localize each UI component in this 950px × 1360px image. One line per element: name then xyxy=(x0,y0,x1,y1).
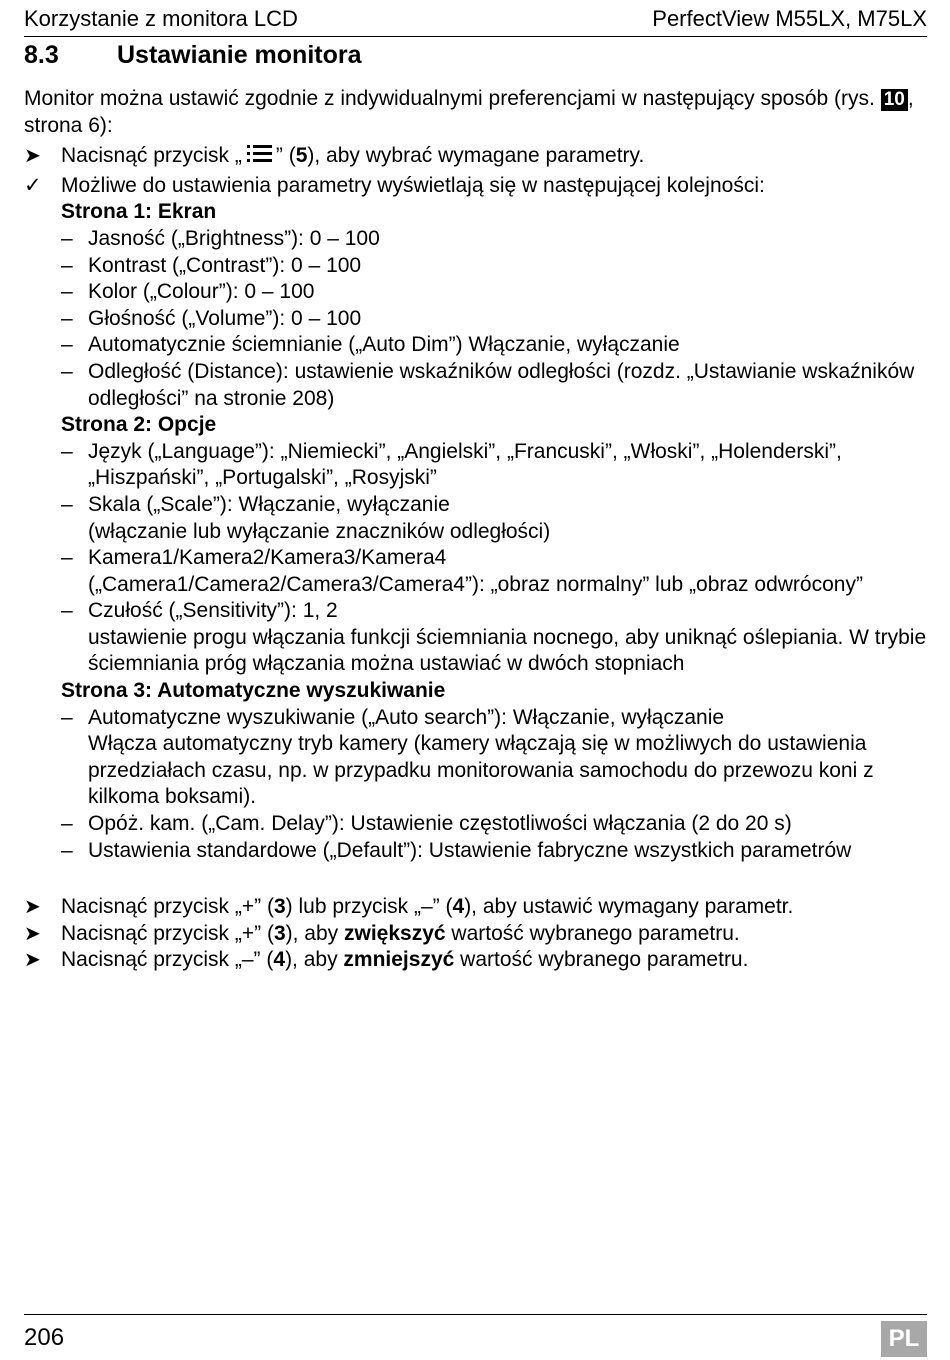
page-header xyxy=(24,4,927,37)
arrow-bullet-icon: ➤ xyxy=(24,922,41,945)
list-item: – Kamera1/Kamera2/Kamera3/Kamera4 („Camera1/Camera2/Camera3/Camera4”): „obraz normalny” lub „obraz odwrócony” xyxy=(61,546,863,596)
intro-paragraph: Monitor można ustawić zgodnie z indywidualnymi preferencjami w następujący sposób (rys. 10 , strona 6): xyxy=(24,87,914,137)
page-1-block xyxy=(24,199,928,412)
list-item: – Automatycznie ściemnianie („Auto Dim”) Włączanie, wyłączanie xyxy=(61,333,680,357)
figure-reference: 10 xyxy=(881,89,908,111)
list-item: – Skala („Scale”): Włączanie, wyłączanie (włączanie lub wyłączanie znaczników odległości) xyxy=(61,492,551,543)
check-mark-icon: ✓ xyxy=(24,173,42,197)
arrow-bullet-icon: ➤ xyxy=(24,145,41,168)
list-item: – Jasność („Brightness”): 0 – 100 xyxy=(61,226,380,250)
header-chapter: Korzystanie z monitora LCD xyxy=(24,6,298,31)
step-set-parameter: ➤ Nacisnąć przycisk „+” (3) lub przycisk „–” (4), aby ustawić wymagany parametr. xyxy=(24,894,928,921)
page-content xyxy=(24,86,928,974)
note-line: ✓ Możliwe do ustawienia parametry wyświetlają się w następującej kolejności: xyxy=(24,173,928,200)
arrow-bullet-icon: ➤ xyxy=(24,949,41,972)
page-2-block xyxy=(24,412,928,678)
list-item: – Ustawienia standardowe („Default”): Ustawienie fabryczne wszystkich parametrów xyxy=(61,838,852,862)
subheading-page-3: Strona 3: Automatyczne wyszukiwanie xyxy=(61,679,446,703)
page-number: 206 xyxy=(24,1324,65,1351)
list-item: – Kolor („Colour”): 0 – 100 xyxy=(61,280,315,304)
header-product: PerfectView M55LX, M75LX xyxy=(652,6,927,31)
arrow-bullet-icon: ➤ xyxy=(24,896,41,919)
language-badge: PL xyxy=(881,1321,927,1357)
subheading-page-2: Strona 2: Opcje xyxy=(61,413,217,437)
footer-divider xyxy=(24,1314,927,1315)
list-item: – Automatyczne wyszukiwanie („Auto search”): Włączanie, wyłączanie Włącza automatyczny tryb kamery (kamery włączają się w możliwych do ustawienia przedziałach czasu, np. w przypadku monitorowania samochodu do przewozu koni z kilkoma boksami). xyxy=(61,705,874,809)
subheading-page-1: Strona 1: Ekran xyxy=(61,200,217,224)
list-item: – Kontrast („Contrast”): 0 – 100 xyxy=(61,253,362,277)
step-increase: ➤ Nacisnąć przycisk „+” (3), aby zwiększyć wartość wybranego parametru. xyxy=(24,921,928,948)
step-decrease: ➤ Nacisnąć przycisk „–” (4), aby zmniejszyć wartość wybranego parametru. xyxy=(24,947,928,974)
page-1-list xyxy=(24,226,928,412)
page-3-block xyxy=(24,678,928,864)
page-2-list xyxy=(24,439,928,678)
page-3-list xyxy=(24,705,928,865)
step-menu: ➤ Nacisnąć przycisk „ ” (5), aby wybrać wymagane parametry. xyxy=(24,143,928,173)
list-item: – Język („Language”): „Niemiecki”, „Angielski”, „Francuski”, „Włoski”, „Holenderski”, „Hiszpański”, „Portugalski”, „Rosyjski” xyxy=(61,439,842,490)
section-title: Ustawianie monitora xyxy=(117,41,362,69)
menu-list-icon xyxy=(244,143,274,173)
list-item: – Opóż. kam. („Cam. Delay”): Ustawienie częstotliwości włączania (2 do 20 s) xyxy=(61,812,792,836)
list-item: – Głośność („Volume”): 0 – 100 xyxy=(61,306,362,330)
list-item: – Czułość („Sensitivity”): 1, 2 ustawienie progu włączania funkcji ściemniania nocnego, aby uniknąć oślepiania. W trybie ściemniania próg włączania można ustawiać w dwóch stopniach xyxy=(61,599,927,676)
list-item: – Odległość (Distance): ustawienie wskaźników odległości (rozdz. „Ustawianie wskaźników odległości” na stronie 208) xyxy=(61,359,915,410)
section-number: 8.3 xyxy=(24,41,59,69)
